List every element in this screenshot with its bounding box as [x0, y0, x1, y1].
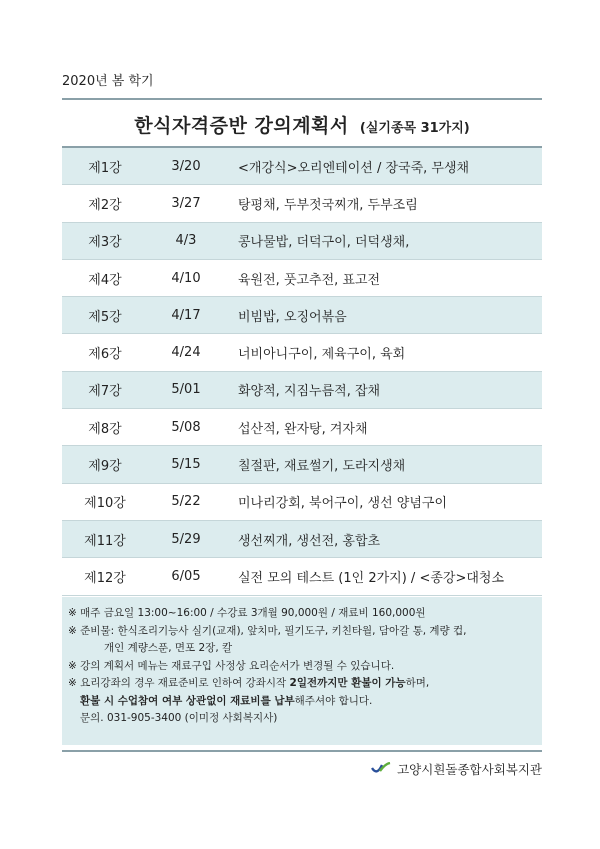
- note-line: ※ 매주 금요일 13:00~16:00 / 수강료 3개월 90,000원 / 재료비 160,000원: [68, 607, 426, 619]
- bottom-divider: [62, 750, 542, 752]
- lecture-date: 4/10: [148, 259, 224, 296]
- lecture-menu: 미나리강회, 북어구이, 생선 양념구이: [224, 483, 542, 520]
- lecture-number: 제5강: [62, 297, 148, 334]
- schedule-row: [62, 334, 542, 371]
- note-text: ※ 요리강좌의 경우 재료준비로 인하여 강좌시작: [68, 677, 290, 689]
- note-emphasis: 환불 시 수업참여 여부 상관없이 재료비를 납부: [80, 694, 295, 707]
- lecture-menu: 칠절판, 재료썰기, 도라지생채: [224, 446, 542, 483]
- lecture-date: 5/29: [148, 520, 224, 557]
- top-divider: [62, 98, 542, 100]
- schedule-row: [62, 259, 542, 296]
- schedule-row: [62, 520, 542, 557]
- lecture-date: 5/08: [148, 409, 224, 446]
- schedule-row: [62, 185, 542, 222]
- note-text: 해주셔야 합니다.: [294, 694, 373, 707]
- document-title: [62, 111, 542, 138]
- notes-box: [62, 597, 542, 745]
- schedule-row: [62, 222, 542, 259]
- lecture-date: 3/27: [148, 185, 224, 222]
- note-text: 하며,: [405, 677, 430, 689]
- lecture-menu: 육원전, 풋고추전, 표고전: [224, 259, 542, 296]
- schedule-row: [62, 409, 542, 446]
- lecture-menu: <개강식>오리엔테이션 / 장국죽, 무생채: [224, 148, 542, 185]
- lecture-menu: 탕평채, 두부젓국찌개, 두부조림: [224, 185, 542, 222]
- schedule-row: [62, 483, 542, 520]
- contact-line: 문의. 031-905-3400 (이미정 사회복지사): [80, 712, 278, 724]
- schedule-row: [62, 148, 542, 185]
- organization-name: 고양시흰돌종합사회복지관: [397, 762, 542, 777]
- schedule-row: [62, 446, 542, 483]
- note-line: ※ 강의 계획서 메뉴는 재료구입 사정상 요리순서가 변경될 수 있습니다.: [68, 659, 395, 672]
- welfare-center-logo-icon: [371, 762, 391, 776]
- lecture-number: 제7강: [62, 371, 148, 408]
- lecture-date: 3/20: [148, 148, 224, 185]
- lecture-menu: 콩나물밥, 더덕구이, 더덕생채,: [224, 222, 542, 259]
- title-sub: (실기종목 31가지): [359, 121, 470, 136]
- lecture-menu: 화양적, 지짐누름적, 잡채: [224, 371, 542, 408]
- schedule-row: [62, 297, 542, 334]
- lecture-date: 4/17: [148, 297, 224, 334]
- note-line: 개인 계량스푼, 면포 2장, 칼: [104, 642, 233, 654]
- lecture-date: 5/22: [148, 483, 224, 520]
- lecture-menu: 생선찌개, 생선전, 홍합초: [224, 520, 542, 557]
- schedule-row: [62, 371, 542, 408]
- lecture-number: 제2강: [62, 185, 148, 222]
- note-line: [68, 675, 542, 693]
- lecture-menu: 비빔밥, 오징어볶음: [224, 297, 542, 334]
- schedule-row: [62, 558, 542, 595]
- lecture-number: 제6강: [62, 334, 148, 371]
- lecture-date: 6/05: [148, 558, 224, 595]
- title-main: 한식자격증반 강의계획서: [134, 115, 349, 137]
- note-emphasis: 2일전까지만 환불이 가능: [289, 677, 406, 689]
- lecture-number: 제1강: [62, 148, 148, 185]
- lecture-date: 4/3: [148, 222, 224, 259]
- lecture-number: 제12강: [62, 558, 148, 595]
- lecture-number: 제4강: [62, 259, 148, 296]
- lecture-number: 제10강: [62, 483, 148, 520]
- footer: [371, 760, 542, 778]
- lecture-date: 4/24: [148, 334, 224, 371]
- semester-label: 2020년 봄 학기: [62, 74, 154, 89]
- lecture-number: 제8강: [62, 409, 148, 446]
- lecture-number: 제9강: [62, 446, 148, 483]
- lecture-number: 제11강: [62, 520, 148, 557]
- lecture-date: 5/01: [148, 371, 224, 408]
- note-line: [68, 693, 542, 711]
- lecture-number: 제3강: [62, 222, 148, 259]
- lecture-menu: 너비아니구이, 제육구이, 육회: [224, 334, 542, 371]
- schedule-table: [62, 148, 542, 596]
- lecture-date: 5/15: [148, 446, 224, 483]
- note-line: ※ 준비물: 한식조리기능사 실기(교재), 앞치마, 필기도구, 키친타월, 담아갈 통, 계량 컵,: [68, 624, 467, 637]
- lecture-menu: 섭산적, 완자탕, 겨자채: [224, 409, 542, 446]
- lecture-menu: 실전 모의 테스트 (1인 2가지) / <종강>대청소: [224, 558, 542, 595]
